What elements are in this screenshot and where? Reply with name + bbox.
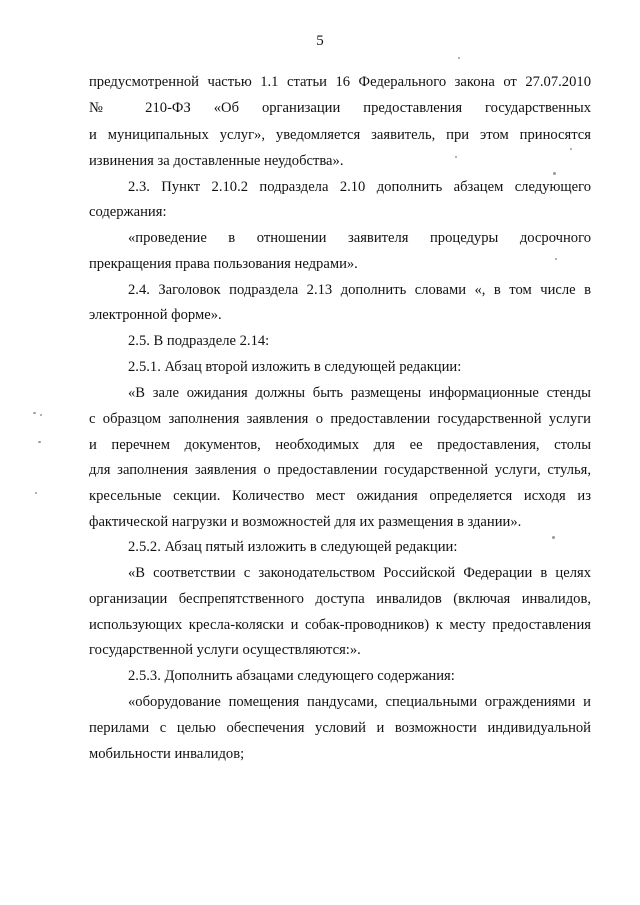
- text-line: для заполнения заявления о предоставлении государственной услуги, стулья,: [89, 462, 591, 478]
- text-line: организации беспрепятственного доступа инвалидов (включая инвалидов,: [89, 591, 591, 607]
- scan-speck: [458, 57, 460, 59]
- text-line: 2.5.2. Абзац пятый изложить в следующей редакции:: [128, 539, 458, 555]
- text-line: и муниципальных услуг», уведомляется заявитель, при этом приносятся: [89, 127, 591, 143]
- text-line: «проведение в отношении заявителя процедуры досрочного: [128, 230, 591, 246]
- text-line: электронной форме».: [89, 307, 222, 323]
- text-line: фактической нагрузки и возможностей для их размещения в здании».: [89, 514, 522, 530]
- text-line: прекращения права пользования недрами».: [89, 256, 358, 272]
- scan-speck: [33, 412, 36, 414]
- scan-speck: [552, 536, 555, 539]
- text-line: содержания:: [89, 204, 167, 220]
- text-line: с образцом заполнения заявления о предоставлении государственной услуги: [89, 411, 591, 427]
- text-line: государственной услуги осуществляются:».: [89, 642, 361, 658]
- text-line: № 210-ФЗ «Об организации предоставления государственных: [89, 100, 591, 116]
- text-line: перилами с целью обеспечения условий и возможности индивидуальной: [89, 720, 591, 736]
- scan-speck: [38, 441, 41, 443]
- text-line: кресельные секции. Количество мест ожидания определяется исходя из: [89, 488, 591, 504]
- scan-speck: [570, 148, 572, 150]
- text-line: «В соответствии с законодательством Российской Федерации в целях: [128, 565, 591, 581]
- text-line: 2.5. В подразделе 2.14:: [128, 333, 270, 349]
- text-line: 2.5.1. Абзац второй изложить в следующей редакции:: [128, 359, 462, 375]
- scan-speck: [455, 156, 457, 158]
- text-line: предусмотренной частью 1.1 статьи 16 Федерального закона от 27.07.2010: [89, 74, 591, 90]
- scan-speck: [553, 172, 556, 175]
- text-line: 2.3. Пункт 2.10.2 подраздела 2.10 дополнить абзацем следующего: [128, 179, 591, 195]
- text-line: «оборудование помещения пандусами, специальными ограждениями и: [128, 694, 591, 710]
- scan-speck: [40, 414, 42, 416]
- text-line: 2.5.3. Дополнить абзацами следующего содержания:: [128, 668, 455, 684]
- scan-speck: [555, 258, 557, 260]
- page-number: 5: [316, 33, 324, 49]
- text-line: извинения за доставленные неудобства».: [89, 153, 344, 169]
- text-line: 2.4. Заголовок подраздела 2.13 дополнить словами «, в том числе в: [128, 282, 591, 298]
- text-line: «В зале ожидания должны быть размещены информационные стенды: [128, 385, 591, 401]
- text-line: использующих кресла-коляски и собак-проводников) к месту предоставления: [89, 617, 591, 633]
- text-line: и перечнем документов, необходимых для ее предоставления, столы: [89, 437, 591, 453]
- scan-speck: [35, 492, 37, 494]
- text-line: мобильности инвалидов;: [89, 746, 245, 762]
